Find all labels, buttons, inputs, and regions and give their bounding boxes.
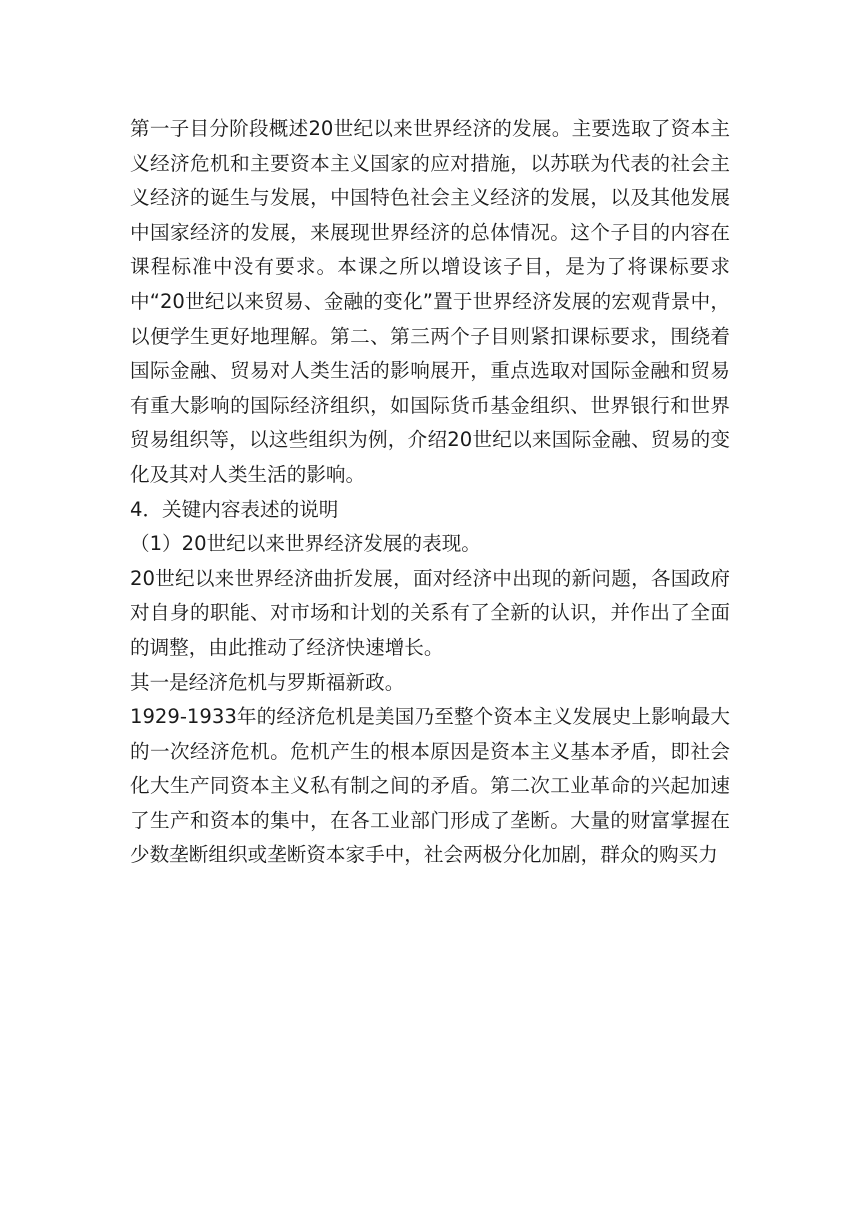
paragraph-economic-crisis: 1929-1933年的经济危机是美国乃至整个资本主义发展史上影响最大的一次经济危机。危机产生的根本原因是资本主义基本矛盾，即社会化大生产同资本主义私有制之间的矛盾。第二次工业革命的兴起加速了生产和资本的集中，在各工业部门形成了垄断。大量的财富掌握在少数垄断组织或垄断资本家手中，社会两极分化加剧，群众的购买力 [130,705,730,867]
section-heading-key-content: 4．关键内容表述的说明 [130,497,339,521]
paragraph-world-economy-development: 20世纪以来世界经济曲折发展，面对经济中出现的新问题，各国政府对自身的职能、对市场和计划的关系有了全新的认识，并作出了全面的调整，由此推动了经济快速增长。 [130,566,730,659]
subsection-heading-world-economy: （1）20世纪以来世界经济发展的表现。 [130,532,481,556]
point-heading-new-deal: 其一是经济危机与罗斯福新政。 [130,670,405,694]
paragraph-subsection-overview: 第一子目分阶段概述20世纪以来世界经济的发展。主要选取了资本主义经济危机和主要资本主义国家的应对措施，以苏联为代表的社会主义经济的诞生与发展，中国特色社会主义经济的发展，以及其他发展中国家经济的发展，来展现世界经济的总体情况。这个子目的内容在课程标准中没有要求。本课之所以增设该子目，是为了将课标要求中“20世纪以来贸易、金融的变化”置于世界经济发展的宏观背景中，以便学生更好地理解。第二、第三两个子目则紧扣课标要求，围绕着国际金融、贸易对人类生活的影响展开，重点选取对国际金融和贸易有重大影响的国际经济组织，如国际货币基金组织、世界银行和世界贸易组织等，以这些组织为例，介绍20世纪以来国际金融、贸易的变化及其对人类生活的影响。 [130,117,730,486]
document-page [130,112,730,873]
